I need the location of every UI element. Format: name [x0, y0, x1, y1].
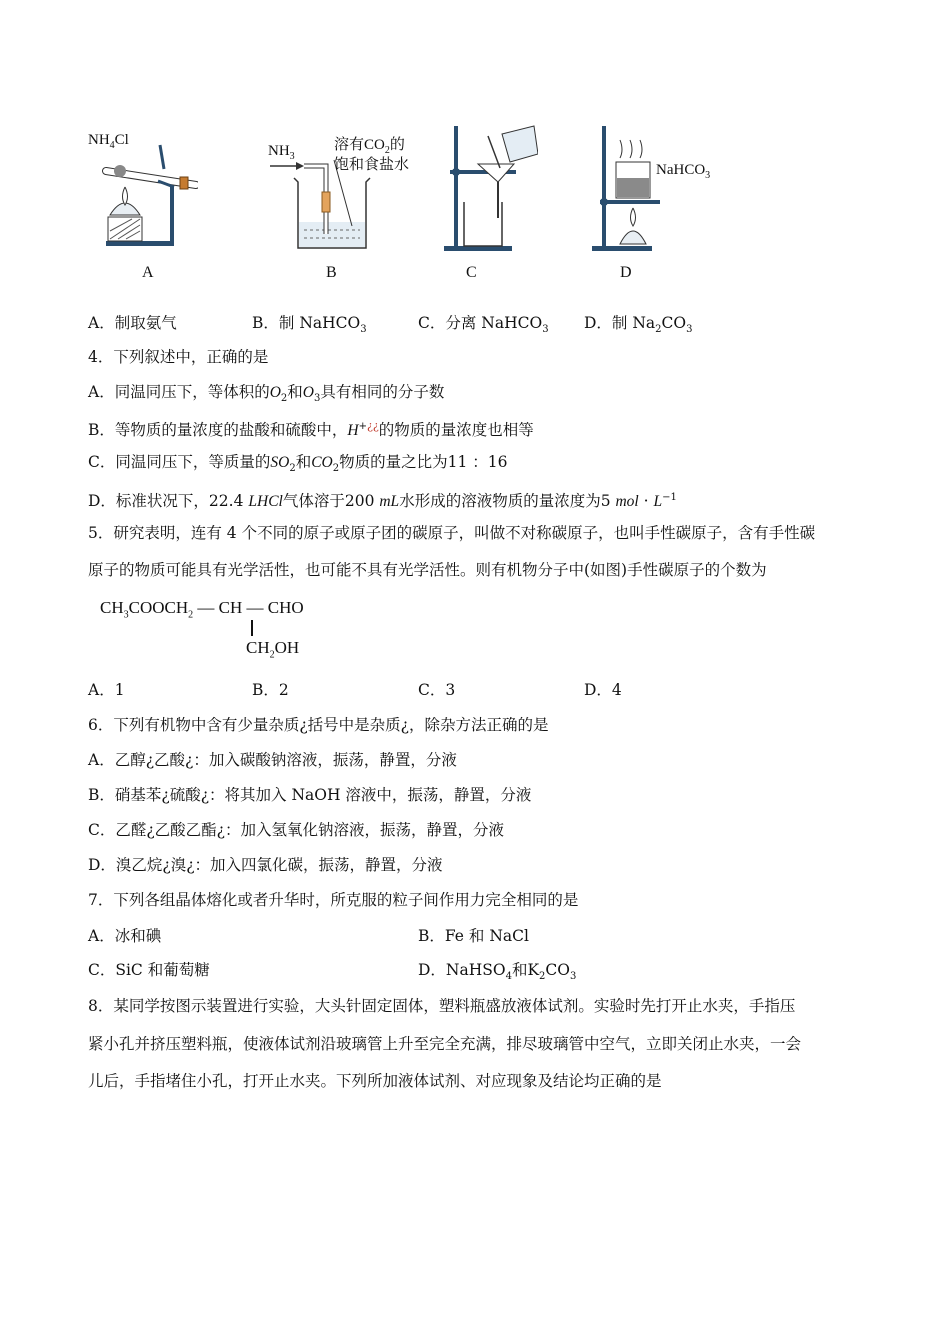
- apparatus-b-note-line2: 饱和食盐水: [334, 157, 410, 173]
- q4-option-c: C．同温同压下，等质量的$SO_2$和$CO_2$物质的量之比为11 ：16: [88, 453, 508, 475]
- q3-option-c: C．分离 NaHCO$_3$: [418, 314, 549, 336]
- q5-option-d: D．4: [584, 681, 622, 699]
- q6-option-c: C．乙醛¿乙酸乙酯¿：加入氢氧化钠溶液，振荡，静置，分液: [88, 821, 504, 839]
- q3-option-d: D．制 $Na_2CO_3$: [584, 314, 693, 336]
- q8-line1: 8．某同学按图示装置进行实验，大头针固定固体，塑料瓶盛放液体试剂。实验时先打开止水夹，手指压: [88, 997, 796, 1015]
- figure-b-letter: B: [326, 264, 337, 281]
- apparatus-a-reagent: $NH_4Cl$: [88, 132, 129, 151]
- q3-option-b: B．制 NaHCO$_3$: [252, 314, 367, 336]
- q4-option-b: B．等物质的量浓度的盐酸和硫酸中，H+¿¿的物质的量浓度也相等: [88, 419, 534, 440]
- q5-structure-branch: $CH_2OH$: [246, 638, 300, 661]
- q8-line2: 紧小孔并挤压塑料瓶，使液体试剂沿玻璃管上升至完全充满，排尽玻璃管中空气，立即关闭止水夹，一会: [88, 1035, 802, 1053]
- q5-structure-bond: [251, 620, 253, 636]
- q8-line3: 儿后，手指堵住小孔，打开止水夹。下列所加液体试剂、对应现象及结论均正确的是: [88, 1072, 662, 1090]
- q6-option-b: B．硝基苯¿硫酸¿：将其加入 NaOH 溶液中，振荡，静置，分液: [88, 786, 532, 804]
- q4-stem: 4．下列叙述中，正确的是: [88, 348, 269, 366]
- apparatus-c-drawing: [438, 122, 538, 254]
- q7-option-b: B．Fe 和 NaCl: [418, 927, 529, 945]
- q5-stem-line2: 原子的物质可能具有光学活性，也可能不具有光学活性。则有机物分子中(如图)手性碳原子的个数为: [88, 561, 767, 579]
- q7-option-a: A．冰和碘: [88, 927, 162, 945]
- q5-option-a: A．1: [88, 681, 125, 699]
- q5-stem-line1: 5．研究表明，连有 4 个不同的原子或原子团的碳原子，叫做不对称碳原子，也叫手性碳原子，含有手性碳: [88, 524, 816, 542]
- q6-stem: 6．下列有机物中含有少量杂质¿括号中是杂质¿，除杂方法正确的是: [88, 716, 549, 734]
- figure-d-letter: D: [620, 264, 632, 281]
- q5-structure-main: $CH_3COOCH_2$ — CH — CHO: [100, 598, 304, 621]
- figure-c-letter: C: [466, 264, 477, 281]
- q7-option-d: D．NaHSO$_4$和$K_2CO_3$: [418, 961, 577, 983]
- q4-option-a: A．同温同压下，等体积的$O_2$和$O_3$具有相同的分子数: [88, 383, 445, 405]
- figure-a-letter: A: [142, 264, 154, 281]
- apparatus-d-drawing: [588, 122, 668, 254]
- q3-option-a: A．制取氨气: [88, 314, 177, 332]
- q6-option-d: D．溴乙烷¿溴¿：加入四氯化碳，振荡，静置，分液: [88, 856, 443, 874]
- q4-option-d: D．标准状况下，22.4 LHCl气体溶于200 mL水形成的溶液物质的量浓度为5 mol · $L^{-1}$: [88, 492, 677, 511]
- q5-option-c: C．3: [418, 681, 456, 699]
- q7-option-c: C．SiC 和葡萄糖: [88, 961, 210, 979]
- q5-option-b: B．2: [252, 681, 289, 699]
- apparatus-d-reagent: NaHCO$_3$: [656, 162, 711, 181]
- apparatus-b-note-line1: 溶有$CO_2$的: [334, 137, 405, 156]
- q6-option-a: A．乙醇¿乙酸¿：加入碳酸钠溶液，振荡，静置，分液: [88, 751, 457, 769]
- apparatus-b-gas: $NH_3$: [268, 143, 295, 162]
- q7-stem: 7．下列各组晶体熔化或者升华时，所克服的粒子间作用力完全相同的是: [88, 891, 579, 909]
